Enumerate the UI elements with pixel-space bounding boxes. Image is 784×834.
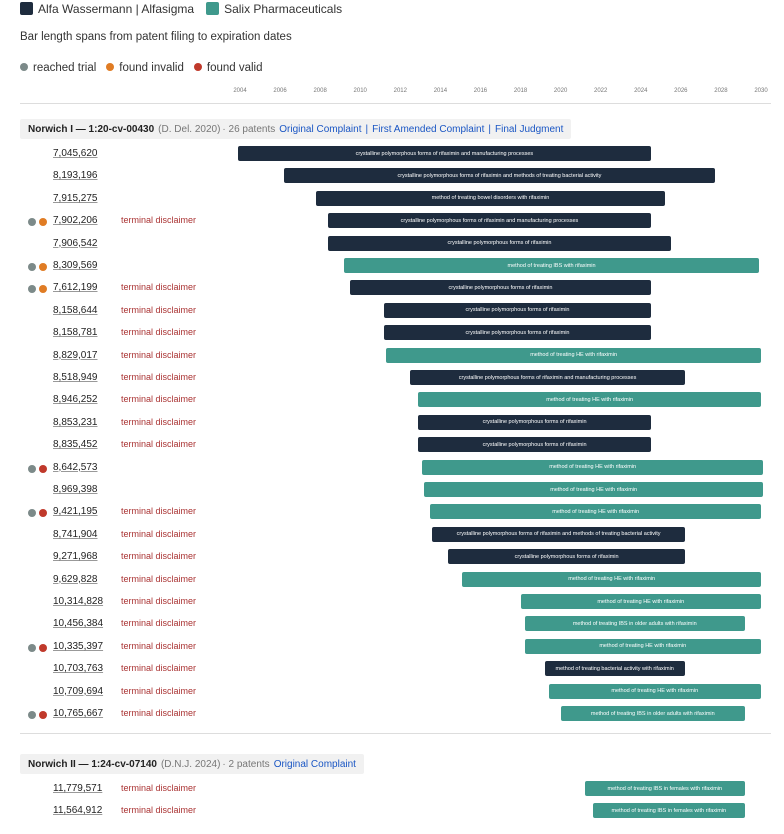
case-document-link[interactable]: Original Complaint — [279, 123, 362, 135]
patent-term-bar[interactable]: crystalline polymorphous forms of rifaximin — [418, 437, 650, 452]
patent-row — [0, 502, 784, 524]
patent-term-bar[interactable]: crystalline polymorphous forms of rifaximin — [384, 303, 651, 318]
x-tick-label: 2008 — [313, 88, 327, 94]
case-court: (D.N.J. 2024) — [160, 758, 221, 770]
patent-term-bar[interactable]: crystalline polymorphous forms of rifaximin and methods of treating bacterial activity — [284, 168, 715, 183]
patent-number-link[interactable]: 8,158,781 — [53, 327, 98, 339]
terminal-disclaimer-label: terminal disclaimer — [121, 618, 197, 629]
terminal-disclaimer-label: terminal disclaimer — [121, 372, 197, 382]
patent-row — [0, 278, 784, 300]
patent-term-bar[interactable]: crystalline polymorphous forms of rifaximin — [448, 549, 684, 564]
patent-term-bar[interactable]: method of treating bowel disorders with rifaximin — [316, 191, 665, 206]
case-document-link[interactable]: First Amended Complaint — [372, 123, 485, 135]
status-dot-valid — [194, 63, 202, 71]
patent-row — [0, 234, 784, 256]
link-separator: | — [365, 123, 369, 135]
patent-number-link[interactable]: 9,421,195 — [53, 506, 98, 518]
patent-row — [0, 525, 784, 547]
section-divider — [20, 733, 771, 734]
status-dot-trial — [28, 711, 36, 719]
terminal-disclaimer-label: terminal disclaimer — [121, 282, 197, 293]
terminal-disclaimer-label: terminal disclaimer — [121, 663, 197, 674]
patent-row — [0, 547, 784, 569]
patent-number-link[interactable]: 8,193,196 — [53, 170, 98, 182]
patent-number-link[interactable]: 10,335,397 — [53, 640, 104, 652]
terminal-disclaimer-label: terminal disclaimer — [121, 573, 197, 584]
patent-number-link[interactable]: 8,969,398 — [53, 484, 98, 495]
patent-row — [0, 435, 784, 457]
status-dot-valid — [39, 465, 47, 473]
x-tick-label: 2020 — [553, 88, 568, 94]
terminal-disclaimer-label: terminal disclaimer — [121, 327, 197, 338]
x-tick-label: 2030 — [754, 88, 768, 94]
status-dot-invalid — [106, 63, 114, 71]
case-document-link[interactable]: Final Judgment — [495, 123, 564, 135]
owner-legend-label: Salix Pharmaceuticals — [224, 2, 343, 16]
patent-row — [0, 368, 784, 390]
status-dot-trial — [28, 509, 36, 517]
patent-number-link[interactable]: 11,779,571 — [53, 783, 103, 794]
patent-term-bar[interactable]: method of treating HE with rifaximin — [418, 392, 761, 407]
patent-number-link[interactable]: 8,309,569 — [53, 260, 98, 271]
x-tick-label: 2014 — [433, 88, 448, 94]
patent-number-link[interactable]: 10,314,828 — [53, 596, 104, 607]
patent-term-bar[interactable]: method of treating HE with rifaximin — [525, 639, 761, 654]
patent-number-link[interactable]: 10,456,384 — [53, 618, 104, 630]
patent-row — [0, 301, 784, 323]
status-legend-label: found invalid — [119, 62, 184, 74]
patent-term-bar[interactable]: crystalline polymorphous forms of rifaximin — [384, 325, 651, 340]
patent-number-link[interactable]: 7,915,275 — [53, 192, 98, 204]
patent-number-link[interactable]: 7,902,206 — [53, 215, 98, 227]
owner-legend — [20, 2, 342, 16]
patent-row — [0, 189, 784, 211]
patent-row — [0, 458, 784, 480]
section-divider — [20, 103, 771, 104]
patent-number-link[interactable]: 8,518,949 — [53, 372, 98, 383]
case-patent-count: · 26 patents — [222, 123, 276, 135]
x-tick-label: 2010 — [353, 88, 367, 94]
chart-subtitle: Bar length spans from patent filing to expiration dates — [20, 31, 292, 43]
patent-term-bar[interactable]: method of treating HE with rifaximin — [549, 684, 761, 699]
patent-number-link[interactable]: 8,829,017 — [53, 349, 98, 361]
status-dot-valid — [39, 711, 47, 719]
patent-row — [0, 323, 784, 345]
patent-term-bar[interactable]: method of treating IBS in older adults with rifaximin — [525, 616, 745, 631]
x-tick-label: 2022 — [594, 88, 608, 94]
patent-row — [0, 779, 784, 801]
patent-row — [0, 390, 784, 412]
patent-term-bar[interactable]: method of treating HE with rifaximin — [386, 348, 761, 363]
patent-term-bar[interactable]: method of treating HE with rifaximin — [424, 482, 763, 497]
patent-term-bar[interactable]: method of treating IBS in females with rifaximin — [585, 781, 745, 796]
patent-row — [0, 592, 784, 614]
patent-row — [0, 346, 784, 368]
status-dot-invalid — [39, 263, 47, 271]
patent-row — [0, 166, 784, 188]
status-dot-invalid — [39, 218, 47, 226]
x-tick-label: 2004 — [233, 88, 247, 94]
status-dot-valid — [39, 644, 47, 652]
owner-legend-label: Alfa Wassermann | Alfasigma — [38, 2, 195, 16]
x-tick-label: 2026 — [674, 88, 688, 94]
status-legend — [20, 62, 263, 74]
status-legend-item-trial — [20, 62, 96, 74]
owner-legend-item-alfasigma — [20, 2, 194, 16]
terminal-disclaimer-label: terminal disclaimer — [121, 506, 197, 517]
patent-row — [0, 704, 784, 726]
patent-term-bar[interactable]: crystalline polymorphous forms of rifaximin and manufacturing processes — [410, 370, 685, 385]
status-legend-label: reached trial — [33, 62, 97, 74]
status-dot-trial — [28, 465, 36, 473]
status-dots — [28, 465, 47, 473]
patent-number-link[interactable]: 7,045,620 — [53, 148, 98, 159]
status-legend-item-valid — [194, 62, 263, 74]
x-axis — [0, 85, 784, 101]
patent-term-bar[interactable]: crystalline polymorphous forms of rifaximin — [328, 236, 671, 251]
status-dot-trial — [28, 218, 36, 226]
case-title: Norwich I — 1:20-cv-00430 — [28, 123, 155, 135]
terminal-disclaimer-label: terminal disclaimer — [121, 304, 197, 315]
patent-row — [0, 570, 784, 592]
patent-term-bar[interactable]: crystalline polymorphous forms of rifaximin — [418, 415, 650, 430]
patent-row — [0, 144, 784, 166]
status-dots — [28, 218, 47, 226]
patent-row — [0, 211, 784, 233]
patent-row — [0, 682, 784, 704]
patent-term-bar[interactable]: method of treating IBS with rifaximin — [344, 258, 759, 273]
x-tick-label: 2012 — [393, 88, 407, 94]
x-tick-label: 2024 — [634, 88, 648, 94]
status-dot-trial — [28, 263, 36, 271]
status-dot-trial — [28, 285, 36, 293]
patent-number-link[interactable]: 7,906,542 — [53, 237, 98, 249]
status-legend-label: found valid — [206, 62, 263, 74]
status-dot-trial — [28, 644, 36, 652]
terminal-disclaimer-label: terminal disclaimer — [121, 783, 197, 793]
patent-number-link[interactable]: 10,703,763 — [53, 663, 104, 675]
case-header — [20, 119, 571, 139]
patent-row — [0, 256, 784, 278]
case-patent-count: · 2 patents — [222, 758, 270, 770]
terminal-disclaimer-label: terminal disclaimer — [121, 394, 197, 405]
status-dots — [28, 711, 47, 719]
owner-swatch-salix — [206, 2, 219, 15]
status-dot-trial — [20, 63, 28, 71]
patent-number-link[interactable]: 8,946,252 — [53, 394, 98, 406]
terminal-disclaimer-label: terminal disclaimer — [121, 685, 197, 696]
terminal-disclaimer-label: terminal disclaimer — [121, 528, 197, 539]
terminal-disclaimer-label: terminal disclaimer — [121, 708, 197, 718]
x-tick-label: 2006 — [273, 88, 287, 94]
patent-row — [0, 413, 784, 435]
status-dots — [28, 644, 47, 652]
terminal-disclaimer-label: terminal disclaimer — [121, 349, 197, 360]
terminal-disclaimer-label: terminal disclaimer — [121, 439, 197, 450]
status-dots — [28, 263, 47, 271]
patent-number-link[interactable]: 8,642,573 — [53, 461, 98, 473]
patent-number-link[interactable]: 8,835,452 — [53, 439, 98, 451]
status-dot-valid — [39, 509, 47, 517]
patent-number-link[interactable]: 11,564,912 — [53, 805, 103, 817]
terminal-disclaimer-label: terminal disclaimer — [121, 551, 197, 562]
patent-row — [0, 659, 784, 681]
owner-legend-item-salix — [206, 2, 342, 16]
patent-number-link[interactable]: 10,709,694 — [53, 685, 104, 697]
patent-term-bar[interactable]: method of treating HE with rifaximin — [430, 504, 761, 519]
patent-term-bar[interactable]: method of treating IBS in females with rifaximin — [593, 803, 745, 818]
terminal-disclaimer-label: terminal disclaimer — [121, 215, 197, 226]
status-dot-invalid — [39, 285, 47, 293]
status-dots — [28, 285, 47, 293]
x-tick-label: 2018 — [513, 88, 528, 94]
terminal-disclaimer-label: terminal disclaimer — [121, 805, 197, 816]
patent-number-link[interactable]: 10,765,667 — [53, 708, 104, 719]
case-title: Norwich II — 1:24-cv-07140 — [28, 758, 157, 770]
patent-term-bar[interactable]: method of treating HE with rifaximin — [521, 594, 761, 609]
patent-term-bar[interactable]: crystalline polymorphous forms of rifaximin and manufacturing processes — [328, 213, 651, 228]
patent-row — [0, 637, 784, 659]
x-tick-label: 2016 — [473, 88, 488, 94]
patent-number-link[interactable]: 8,853,231 — [53, 416, 98, 428]
status-dots — [28, 509, 47, 517]
patent-term-bar[interactable]: method of treating IBS in older adults with rifaximin — [561, 706, 745, 721]
owner-swatch-alfasigma — [20, 2, 33, 15]
patent-term-bar[interactable]: method of treating HE with rifaximin — [462, 572, 761, 587]
case-header — [20, 754, 364, 774]
patent-number-link[interactable]: 8,741,904 — [53, 528, 98, 540]
terminal-disclaimer-label: terminal disclaimer — [121, 640, 197, 651]
patent-number-link[interactable]: 9,629,828 — [53, 573, 98, 585]
patent-row — [0, 614, 784, 636]
link-separator: | — [488, 123, 491, 135]
patent-number-link[interactable]: 8,158,644 — [53, 304, 98, 316]
case-court: (D. Del. 2020) — [158, 123, 221, 135]
patent-number-link[interactable]: 7,612,199 — [53, 282, 98, 294]
patent-term-bar[interactable]: crystalline polymorphous forms of rifaximin — [350, 280, 651, 295]
patent-number-link[interactable]: 9,271,968 — [53, 551, 98, 563]
x-tick-label: 2028 — [714, 88, 728, 94]
patent-term-bar[interactable]: crystalline polymorphous forms of rifaximin and methods of treating bacterial activity — [432, 527, 684, 542]
terminal-disclaimer-label: terminal disclaimer — [121, 596, 197, 606]
patent-term-bar[interactable]: crystalline polymorphous forms of rifaximin and manufacturing processes — [238, 146, 651, 161]
case-document-link[interactable]: Original Complaint — [273, 758, 356, 770]
status-legend-item-invalid — [106, 62, 184, 74]
patent-term-bar[interactable]: method of treating HE with rifaximin — [422, 460, 763, 475]
patent-row — [0, 480, 784, 502]
patent-term-bar[interactable]: method of treating bacterial activity with rifaximin — [545, 661, 685, 676]
patent-row — [0, 801, 784, 823]
terminal-disclaimer-label: terminal disclaimer — [121, 416, 197, 427]
